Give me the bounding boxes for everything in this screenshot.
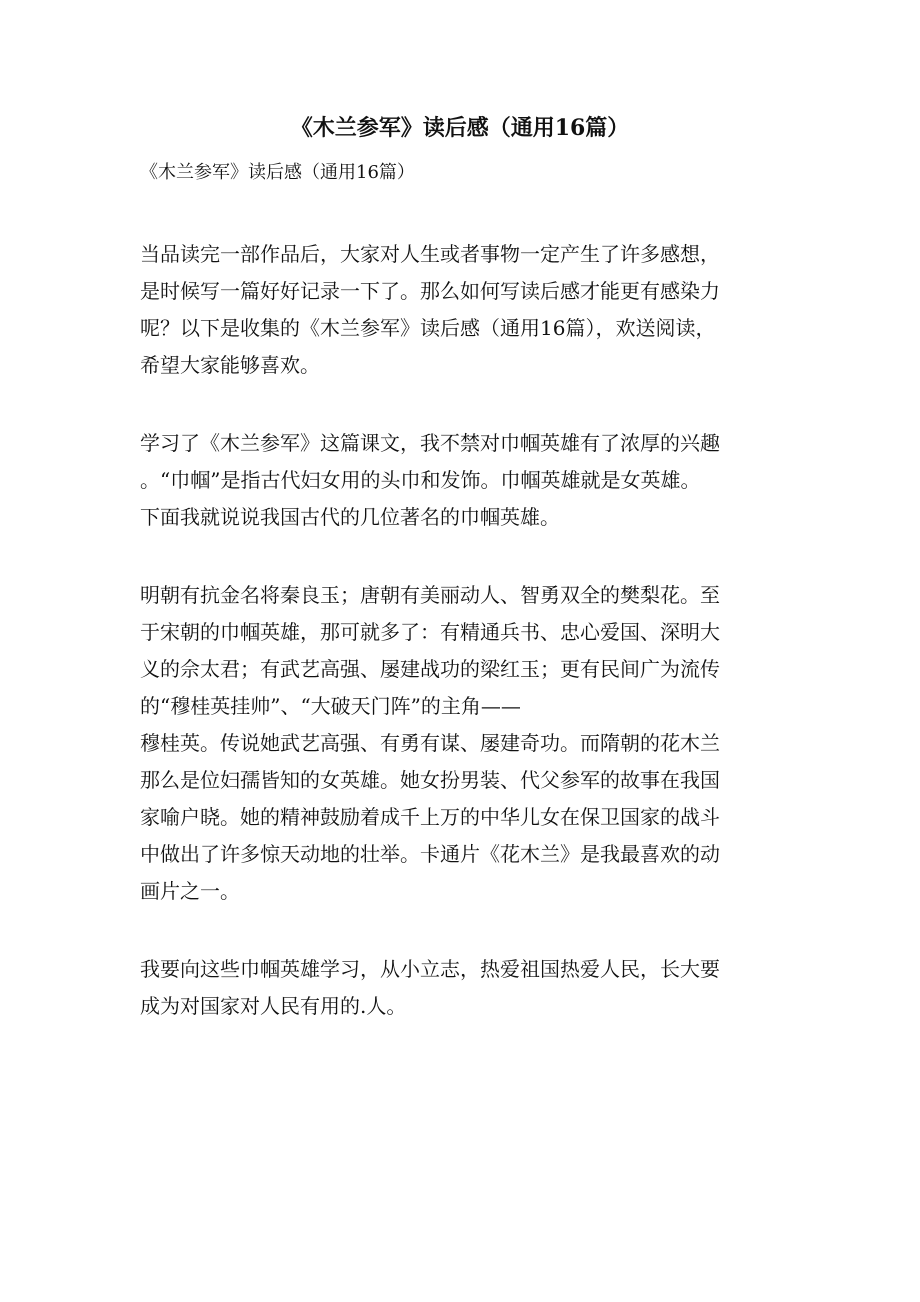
paragraph-line: 中做出了许多惊天动地的壮举。卡通片《花木兰》是我最喜欢的动 [140, 842, 720, 866]
paragraph-line: 下面我就说说我国古代的几位著名的巾帼英雄。 [140, 505, 560, 529]
paragraph-line: 呢？以下是收集的《木兰参军》读后感（通用16篇），欢送阅读， [140, 316, 716, 340]
paragraph-line: 希望大家能够喜欢。 [140, 353, 320, 377]
document-subtitle: 《木兰参军》读后感（通用16篇） [140, 162, 415, 183]
paragraph-line: 那么是位妇孺皆知的女英雄。她女扮男装、代父参军的故事在我国 [140, 768, 720, 792]
paragraph-line: 的“穆桂英挂帅”、“大破天门阵”的主角—— [140, 694, 521, 718]
paragraph-line: 是时候写一篇好好记录一下了。那么如何写读后感才能更有感染力 [140, 279, 720, 303]
paragraph-conclusion [140, 951, 780, 1025]
paragraph-line: 家喻户晓。她的精神鼓励着成千上万的中华儿女在保卫国家的战斗 [140, 805, 720, 829]
paragraph-line: 义的佘太君；有武艺高强、屡建战功的梁红玉；更有民间广为流传 [140, 657, 720, 681]
paragraph-line: 明朝有抗金名将秦良玉；唐朝有美丽动人、智勇双全的樊梨花。至 [140, 583, 720, 607]
paragraph-heroines-list [140, 577, 780, 910]
paragraph-line: 穆桂英。传说她武艺高强、有勇有谋、屡建奇功。而隋朝的花木兰 [140, 731, 720, 755]
paragraph-line: 当品读完一部作品后，大家对人生或者事物一定产生了许多感想， [140, 242, 720, 266]
paragraph-line: 画片之一。 [140, 879, 240, 903]
paragraph-heroines-intro [140, 425, 780, 536]
paragraph-intro [140, 236, 780, 384]
paragraph-line: 。“巾帼”是指古代妇女用的头巾和发饰。巾帼英雄就是女英雄。 [140, 468, 701, 492]
paragraph-line: 成为对国家对人民有用的.人。 [140, 994, 407, 1018]
paragraph-line: 学习了《木兰参军》这篇课文，我不禁对巾帼英雄有了浓厚的兴趣 [140, 431, 720, 455]
paragraph-line: 我要向这些巾帼英雄学习，从小立志，热爱祖国热爱人民，长大要 [140, 957, 720, 981]
document-title: 《木兰参军》读后感（通用16篇） [290, 115, 630, 141]
document-body [140, 236, 780, 1066]
paragraph-line: 于宋朝的巾帼英雄，那可就多了：有精通兵书、忠心爱国、深明大 [140, 620, 720, 644]
